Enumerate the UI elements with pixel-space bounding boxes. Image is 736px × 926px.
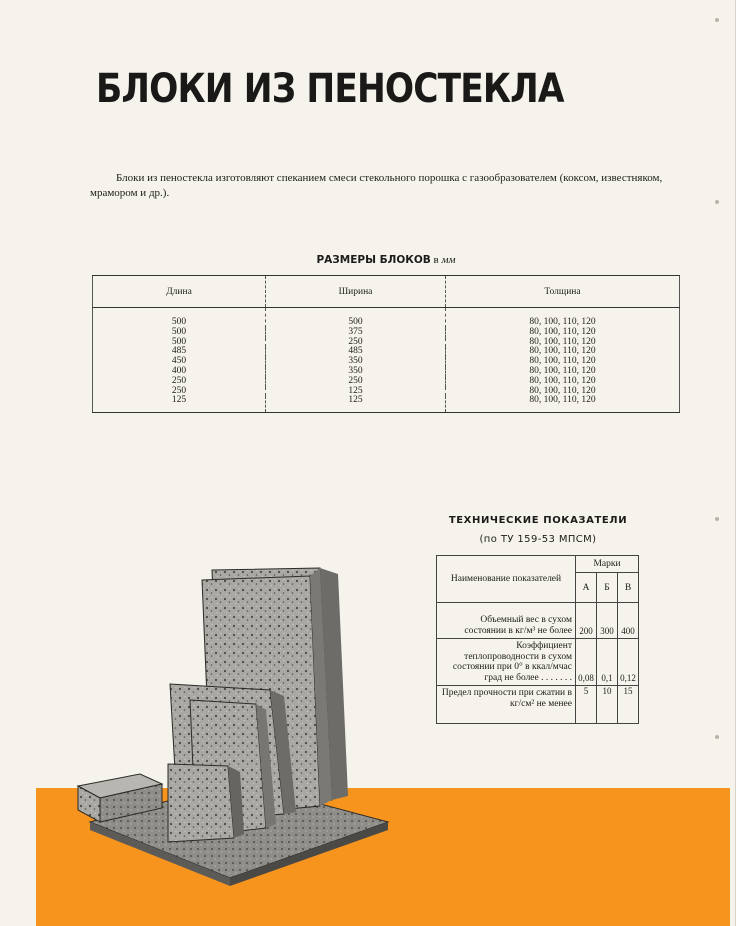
cell-width: 350 — [266, 357, 446, 367]
sizes-caption — [90, 254, 682, 266]
sizes-header-length: Длина — [93, 276, 266, 308]
table-row — [437, 686, 639, 724]
tech-value: 15 — [618, 686, 639, 724]
table-row — [93, 308, 680, 328]
cell-width: 500 — [266, 308, 446, 328]
cell-width: 485 — [266, 347, 446, 357]
tech-value: 300 — [597, 603, 618, 639]
cell-thickness: 80, 100, 110, 120 — [446, 347, 680, 357]
foam-glass-blocks-photo — [70, 560, 400, 890]
table-row — [93, 396, 680, 412]
cell-width: 250 — [266, 338, 446, 348]
tech-row-name: Предел прочности при сжатии в кг/см² не менее — [437, 686, 576, 724]
page-title: БЛОКИ ИЗ ПЕНОСТЕКЛА — [96, 66, 564, 112]
tech-header-name: Наименование показателей — [437, 556, 576, 603]
cell-length: 500 — [171, 336, 187, 347]
sizes-header-width: Ширина — [266, 276, 446, 308]
tech-mark-b: Б — [597, 573, 618, 603]
cell-thickness: 80, 100, 110, 120 — [446, 367, 680, 377]
cell-length: 400 — [171, 365, 187, 376]
sizes-caption-unit: мм — [441, 254, 456, 266]
cell-thickness: 80, 100, 110, 120 — [446, 357, 680, 367]
cell-length: 250 — [171, 375, 187, 386]
cell-length: 250 — [171, 385, 187, 396]
tech-row-name: Коэффициент теплопроводности в сухом состоянии при 0° в ккал/мчас град не более . . . . . . . — [437, 639, 576, 686]
cell-length: 125 — [93, 396, 266, 412]
tech-mark-a: А — [576, 573, 597, 603]
table-row — [437, 639, 639, 686]
cell-length: 450 — [171, 356, 187, 367]
cell-length: 485 — [171, 346, 187, 357]
cell-thickness: 80, 100, 110, 120 — [446, 396, 680, 412]
tech-value: 0,1 — [597, 639, 618, 686]
tech-value: 200 — [576, 603, 597, 639]
cell-length: 500 — [171, 317, 187, 327]
cell-length: 500 — [171, 326, 187, 337]
punch-mark — [715, 200, 719, 204]
tech-value: 10 — [597, 686, 618, 724]
tech-value: 0,08 — [576, 639, 597, 686]
tech-value: 400 — [618, 603, 639, 639]
tech-title: ТЕХНИЧЕСКИЕ ПОКАЗАТЕЛИ — [448, 515, 628, 526]
sizes-header-thickness: Толщина — [446, 276, 680, 308]
tech-row-name: Объемный вес в сухом состоянии в кг/м³ не более — [437, 603, 576, 639]
sizes-caption-in: в — [433, 254, 439, 266]
tech-value: 0,12 — [618, 639, 639, 686]
cell-width: 125 — [266, 387, 446, 397]
cell-thickness: 80, 100, 110, 120 — [446, 328, 680, 338]
punch-mark — [715, 735, 719, 739]
punch-mark — [715, 517, 719, 521]
cell-thickness: 80, 100, 110, 120 — [446, 387, 680, 397]
sizes-table — [92, 275, 680, 413]
table-row — [437, 603, 639, 639]
cell-thickness: 80, 100, 110, 120 — [446, 308, 680, 328]
tech-mark-v: В — [618, 573, 639, 603]
cell-width: 125 — [266, 396, 446, 412]
punch-mark — [715, 18, 719, 22]
cell-thickness: 80, 100, 110, 120 — [446, 377, 680, 387]
cell-width: 250 — [266, 377, 446, 387]
cell-width: 350 — [266, 367, 446, 377]
tech-value: 5 — [576, 686, 597, 724]
sizes-caption-title: РАЗМЕРЫ БЛОКОВ — [316, 254, 431, 266]
cell-width: 375 — [266, 328, 446, 338]
tech-table — [436, 555, 639, 724]
cell-thickness: 80, 100, 110, 120 — [446, 338, 680, 348]
tech-subtitle: (по ТУ 159-53 МПСМ) — [479, 534, 597, 545]
tech-header-marks: Марки — [576, 556, 639, 573]
intro-paragraph: Блоки из пеностекла изготовляют спеканием смеси стекольного порошка с газообразователем (коксом, известняком, мрамором и др.). — [90, 172, 663, 199]
